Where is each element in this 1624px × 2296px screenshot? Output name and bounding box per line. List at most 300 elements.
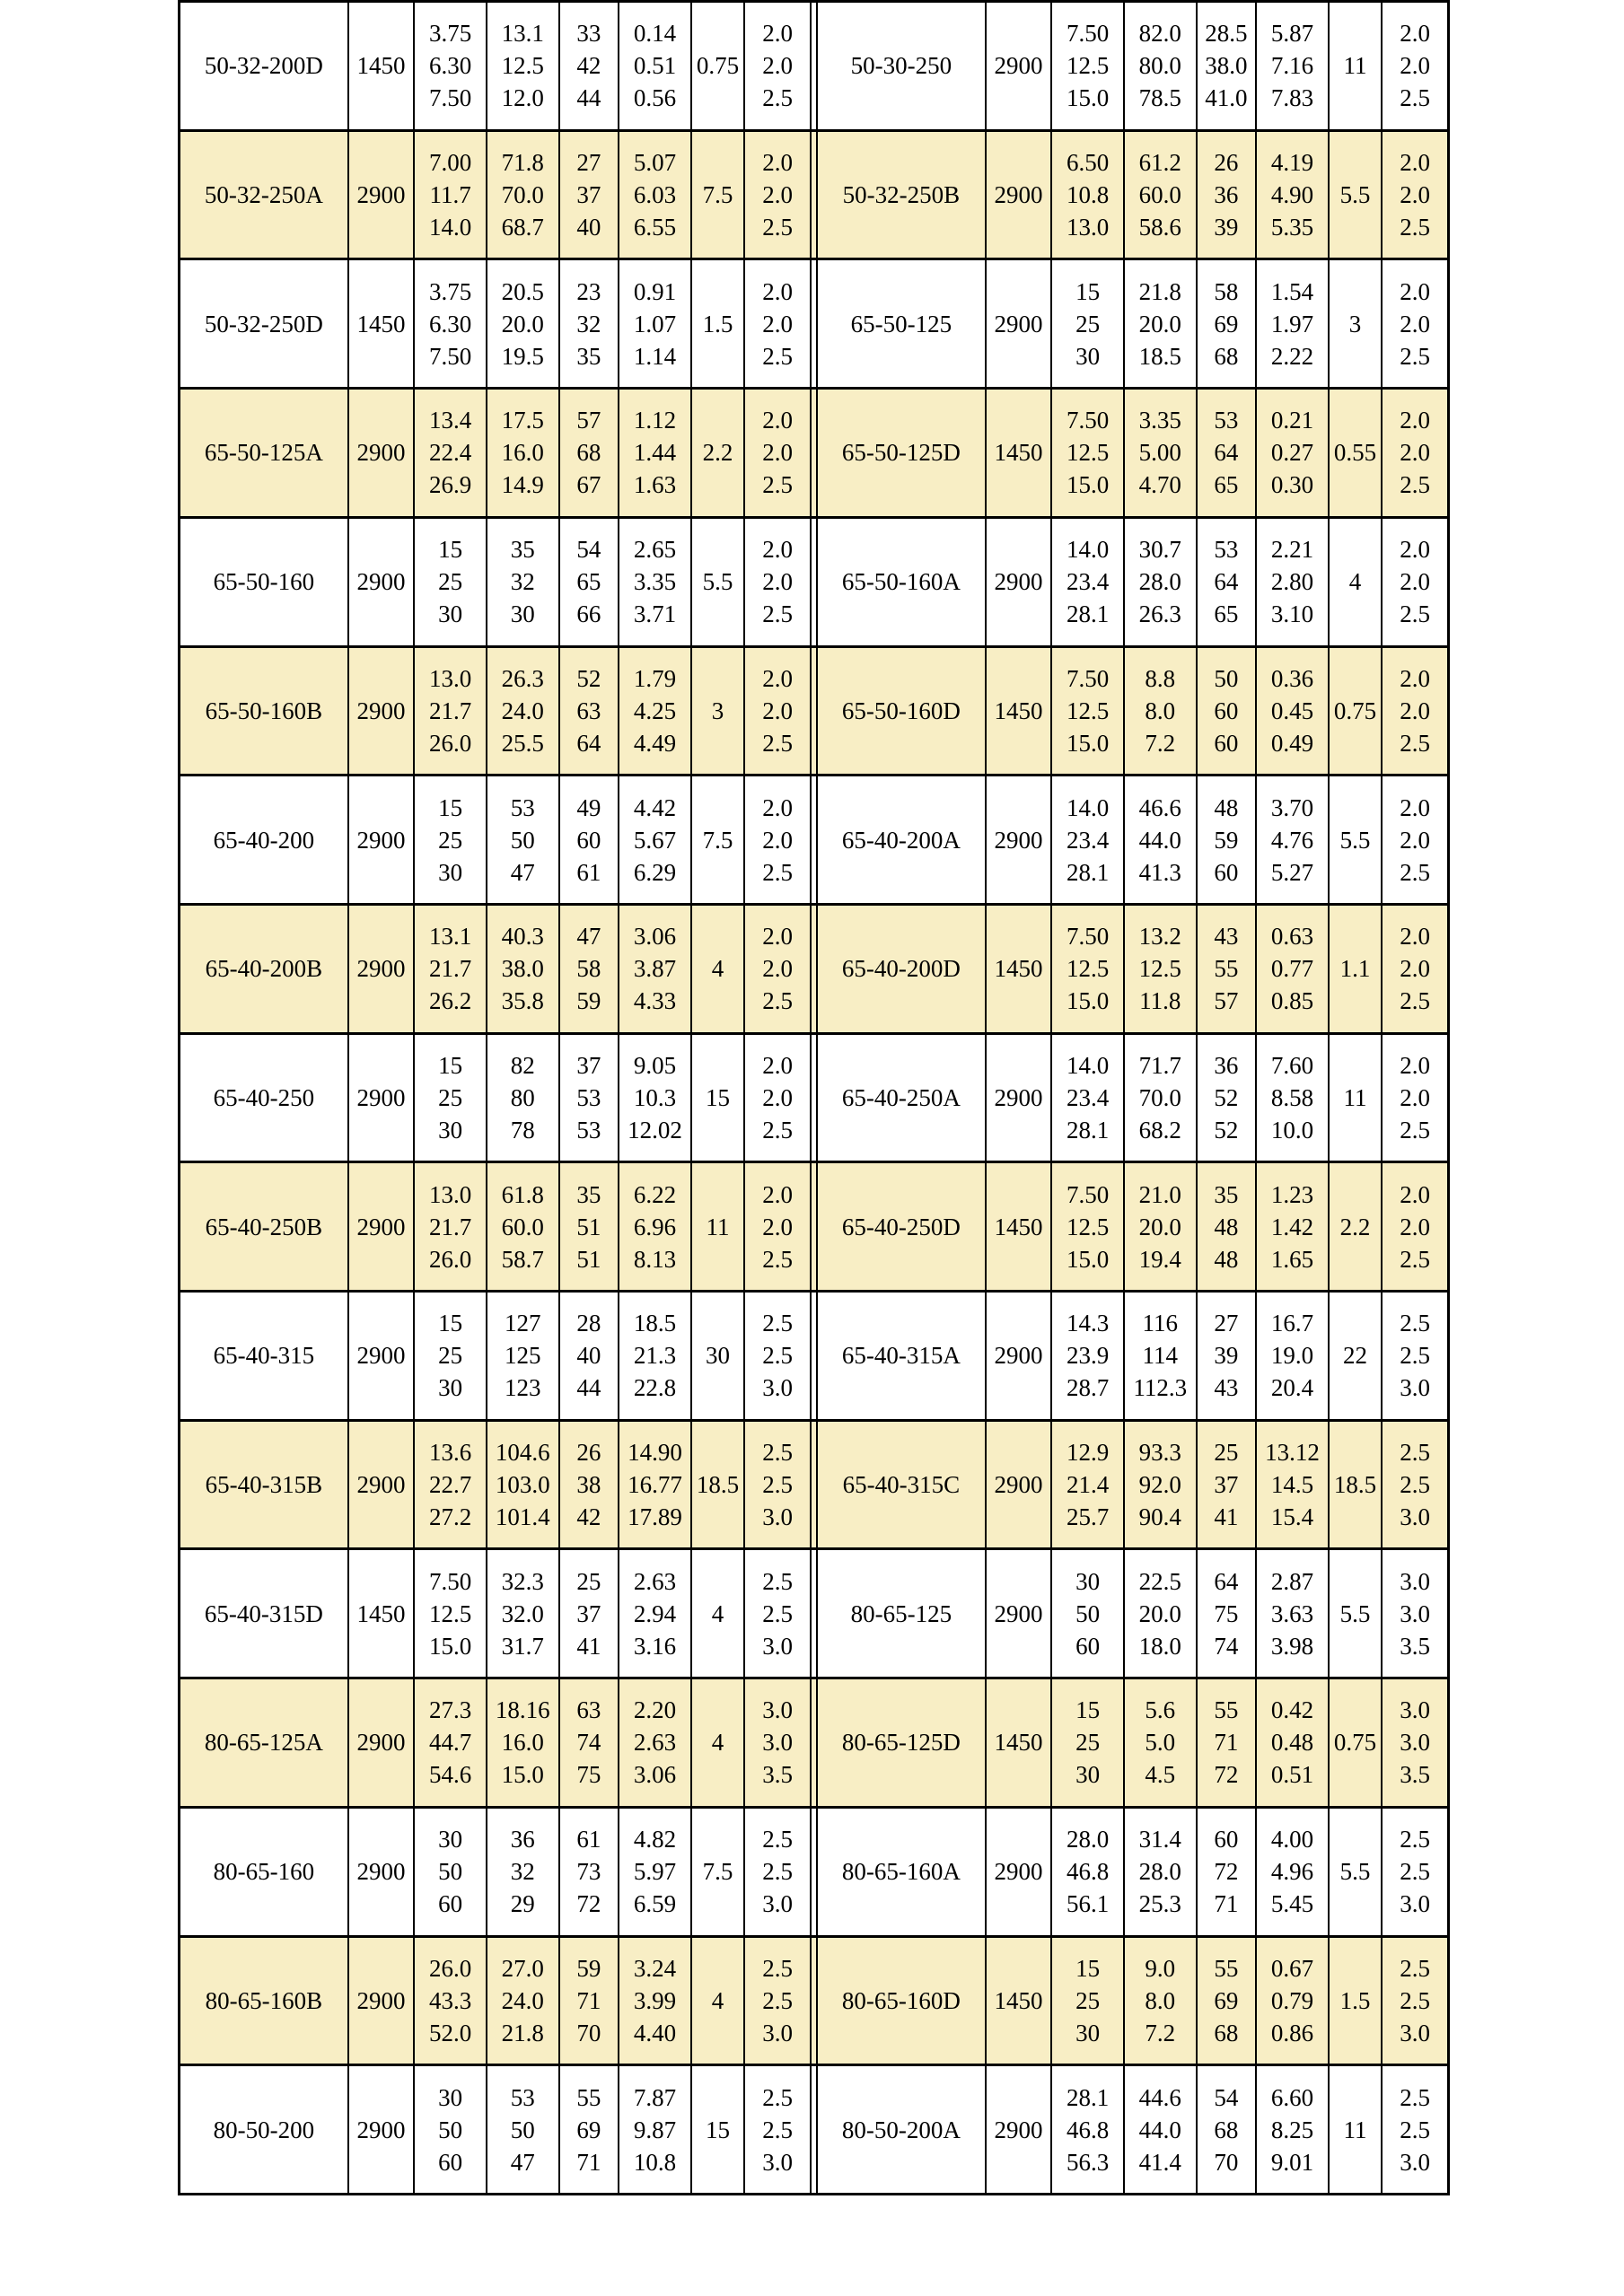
- model-cell-value: 65-40-200D: [841, 955, 961, 983]
- shaft-power-values-cell-value: 3.63: [1270, 1599, 1314, 1627]
- speed-cell: [347, 390, 414, 516]
- head-values-cell-value: 17.5: [501, 407, 544, 434]
- speed-cell: [347, 1679, 414, 1806]
- model-cell: [180, 390, 347, 516]
- shaft-power-values-cell-value: 6.29: [633, 858, 677, 886]
- shaft-power-values-cell-value: 9.01: [1270, 2148, 1314, 2176]
- model-cell: [818, 1422, 985, 1548]
- head-values-cell-value: 36: [510, 1826, 535, 1853]
- motor-power-cell: [1328, 2066, 1382, 2193]
- motor-power-cell-value: 3: [1348, 310, 1362, 337]
- shaft-power-values-cell-value: 0.14: [633, 20, 677, 48]
- efficiency-values-cell: [558, 1809, 619, 1935]
- head-values-cell: [1123, 3, 1196, 129]
- head-values-cell-value: 47: [510, 2148, 535, 2176]
- flow-values-cell: [1050, 776, 1123, 903]
- model-cell: [818, 260, 985, 387]
- head-values-cell-value: 31.4: [1138, 1826, 1181, 1853]
- flow-values-cell: [1050, 1293, 1123, 1419]
- head-values-cell-value: 16.0: [501, 1729, 544, 1757]
- model-cell-value: 65-50-125D: [841, 439, 961, 467]
- model-cell-value: 50-32-200D: [204, 52, 323, 80]
- flow-values-cell-value: 30: [438, 858, 463, 886]
- efficiency-values-cell-value: 26: [576, 1439, 601, 1467]
- grade-values-cell: [1381, 390, 1447, 516]
- left-half: [180, 519, 810, 645]
- grade-values-cell-value: 2.0: [1400, 407, 1431, 434]
- table-row: [180, 1032, 1447, 1161]
- efficiency-values-cell: [1196, 3, 1256, 129]
- efficiency-values-cell-value: 57: [576, 407, 601, 434]
- efficiency-values-cell-value: 71: [1214, 1890, 1239, 1918]
- head-values-cell-value: 13.2: [1138, 923, 1181, 951]
- flow-values-cell-value: 15: [438, 793, 463, 821]
- flow-values-cell: [413, 132, 486, 259]
- speed-cell: [347, 1550, 414, 1677]
- left-half: [180, 1035, 810, 1161]
- motor-power-cell: [690, 1035, 744, 1161]
- efficiency-values-cell: [558, 390, 619, 516]
- motor-power-cell-value: 4: [711, 955, 724, 983]
- head-values-cell-value: 20.0: [1138, 310, 1181, 337]
- head-values-cell: [1123, 1550, 1196, 1677]
- model-cell: [180, 1035, 347, 1161]
- shaft-power-values-cell-value: 7.60: [1270, 1051, 1314, 1079]
- shaft-power-values-cell: [618, 906, 690, 1032]
- grade-values-cell-value: 2.5: [1400, 729, 1431, 757]
- shaft-power-values-cell-value: 2.22: [1270, 342, 1314, 370]
- table-row: [180, 903, 1447, 1032]
- efficiency-values-cell-value: 60: [1214, 1826, 1239, 1853]
- shaft-power-values-cell-value: 6.03: [633, 181, 677, 209]
- right-half: [818, 1938, 1447, 2064]
- head-values-cell: [1123, 2066, 1196, 2193]
- head-values-cell-value: 71.7: [1138, 1051, 1181, 1079]
- head-values-cell-value: 8.8: [1145, 664, 1176, 692]
- flow-values-cell-value: 30: [438, 1116, 463, 1144]
- grade-values-cell-value: 2.0: [1400, 439, 1431, 467]
- efficiency-values-cell: [558, 3, 619, 129]
- model-cell: [818, 1809, 985, 1935]
- head-values-cell-value: 114: [1142, 1342, 1178, 1370]
- efficiency-values-cell-value: 40: [576, 214, 601, 241]
- speed-cell: [347, 132, 414, 259]
- flow-values-cell-value: 30: [1075, 1761, 1101, 1789]
- grade-values-cell: [1381, 3, 1447, 129]
- speed-cell-value: 2900: [994, 2116, 1043, 2143]
- head-values-cell-value: 70.0: [1138, 1083, 1181, 1111]
- efficiency-values-cell-value: 71: [576, 2148, 601, 2176]
- grade-values-cell-value: 3.0: [1400, 1890, 1431, 1918]
- model-cell: [818, 776, 985, 903]
- shaft-power-values-cell: [618, 1938, 690, 2064]
- efficiency-values-cell: [1196, 1550, 1256, 1677]
- model-cell: [818, 906, 985, 1032]
- motor-power-cell: [690, 906, 744, 1032]
- efficiency-values-cell: [558, 519, 619, 645]
- head-values-cell-value: 31.7: [501, 1632, 544, 1660]
- shaft-power-values-cell-value: 1.07: [633, 310, 677, 337]
- model-cell-value: 80-65-125: [850, 1599, 952, 1627]
- head-values-cell-value: 12.5: [501, 52, 544, 80]
- model-cell-value: 65-40-250B: [205, 1213, 323, 1240]
- head-values-cell-value: 82: [510, 1051, 535, 1079]
- grade-values-cell-value: 2.5: [762, 1116, 794, 1144]
- grade-values-cell: [1381, 1679, 1447, 1806]
- motor-power-cell: [690, 1163, 744, 1290]
- efficiency-values-cell-value: 69: [1214, 1986, 1239, 2014]
- right-half: [818, 648, 1447, 775]
- right-half: [818, 1550, 1447, 1677]
- efficiency-values-cell: [1196, 1938, 1256, 2064]
- model-cell: [818, 1163, 985, 1290]
- head-values-cell-value: 103.0: [495, 1471, 550, 1499]
- shaft-power-values-cell-value: 8.25: [1270, 2116, 1314, 2143]
- flow-values-cell-value: 28.1: [1067, 1116, 1110, 1144]
- head-values-cell: [1123, 1035, 1196, 1161]
- left-half: [180, 1422, 810, 1548]
- head-values-cell: [486, 1293, 558, 1419]
- grade-values-cell: [1381, 519, 1447, 645]
- left-half: [180, 1938, 810, 2064]
- shaft-power-values-cell-value: 6.22: [633, 1180, 677, 1208]
- grade-values-cell-value: 2.5: [1400, 1954, 1431, 1982]
- efficiency-values-cell-value: 36: [1214, 181, 1239, 209]
- speed-cell-value: 2900: [994, 181, 1043, 209]
- motor-power-cell: [690, 1938, 744, 2064]
- grade-values-cell-value: 2.5: [1400, 2116, 1431, 2143]
- flow-values-cell-value: 23.4: [1067, 826, 1110, 854]
- head-values-cell-value: 44.0: [1138, 2116, 1181, 2143]
- flow-values-cell-value: 30: [1075, 1567, 1101, 1595]
- flow-values-cell-value: 15: [438, 536, 463, 564]
- flow-values-cell: [1050, 1679, 1123, 1806]
- grade-values-cell-value: 2.0: [762, 568, 794, 596]
- grade-values-cell-value: 2.5: [762, 1310, 794, 1337]
- grade-values-cell: [1381, 1422, 1447, 1548]
- efficiency-values-cell-value: 60: [1214, 697, 1239, 724]
- model-cell-value: 50-32-250B: [842, 181, 961, 209]
- shaft-power-values-cell-value: 7.16: [1270, 52, 1314, 80]
- shaft-power-values-cell-value: 7.83: [1270, 84, 1314, 112]
- head-values-cell-value: 18.0: [1138, 1632, 1181, 1660]
- model-cell-value: 65-50-160B: [205, 697, 323, 724]
- right-half: [818, 1809, 1447, 1935]
- grade-values-cell-value: 3.0: [762, 2019, 794, 2046]
- head-values-cell-value: 90.4: [1138, 1503, 1181, 1531]
- head-values-cell-value: 18.16: [495, 1696, 550, 1724]
- head-values-cell-value: 30.7: [1138, 536, 1181, 564]
- efficiency-values-cell: [558, 1163, 619, 1290]
- model-cell: [180, 776, 347, 903]
- grade-values-cell-value: 2.5: [762, 1567, 794, 1595]
- grade-values-cell-value: 2.0: [762, 1213, 794, 1240]
- grade-values-cell-value: 3.0: [762, 1729, 794, 1757]
- flow-values-cell-value: 12.5: [1067, 697, 1110, 724]
- grade-values-cell: [1381, 2066, 1447, 2193]
- flow-values-cell: [413, 260, 486, 387]
- efficiency-values-cell-value: 25: [1214, 1439, 1239, 1467]
- flow-values-cell: [413, 906, 486, 1032]
- model-cell-value: 65-50-160D: [841, 697, 961, 724]
- speed-cell-value: 2900: [994, 1858, 1043, 1886]
- model-cell: [180, 1550, 347, 1677]
- shaft-power-values-cell: [618, 3, 690, 129]
- shaft-power-values-cell-value: 2.94: [633, 1599, 677, 1627]
- speed-cell-value: 2900: [994, 310, 1043, 337]
- left-half: [180, 260, 810, 387]
- shaft-power-values-cell-value: 21.3: [633, 1342, 677, 1370]
- flow-values-cell-value: 7.50: [1067, 407, 1110, 434]
- flow-values-cell-value: 46.8: [1067, 2116, 1110, 2143]
- head-values-cell-value: 3.35: [1138, 407, 1181, 434]
- shaft-power-values-cell-value: 3.06: [633, 923, 677, 951]
- model-cell: [180, 1679, 347, 1806]
- speed-cell-value: 2900: [356, 1342, 406, 1370]
- grade-values-cell-value: 2.5: [762, 1986, 794, 2014]
- flow-values-cell-value: 30: [1075, 2019, 1101, 2046]
- motor-power-cell: [1328, 1809, 1382, 1935]
- efficiency-values-cell-value: 44: [576, 1374, 601, 1402]
- flow-values-cell-value: 7.50: [1067, 20, 1110, 48]
- flow-values-cell-value: 15.0: [1067, 84, 1110, 112]
- head-values-cell: [1123, 906, 1196, 1032]
- model-cell-value: 65-40-315D: [204, 1599, 323, 1627]
- shaft-power-values-cell-value: 0.42: [1270, 1696, 1314, 1724]
- table-middle-divider: [810, 1679, 818, 1806]
- flow-values-cell-value: 13.0: [429, 1180, 472, 1208]
- efficiency-values-cell-value: 65: [1214, 600, 1239, 628]
- motor-power-cell-value: 7.5: [702, 181, 733, 209]
- efficiency-values-cell-value: 55: [576, 2083, 601, 2111]
- flow-values-cell-value: 25: [1075, 1986, 1101, 2014]
- flow-values-cell-value: 15.0: [1067, 987, 1110, 1015]
- efficiency-values-cell-value: 63: [576, 697, 601, 724]
- grade-values-cell-value: 2.0: [762, 407, 794, 434]
- efficiency-values-cell-value: 27: [1214, 1310, 1239, 1337]
- flow-values-cell-value: 7.00: [429, 149, 472, 177]
- model-cell: [818, 1035, 985, 1161]
- head-values-cell-value: 32.0: [501, 1599, 544, 1627]
- flow-values-cell: [413, 1809, 486, 1935]
- efficiency-values-cell-value: 32: [576, 310, 601, 337]
- flow-values-cell: [413, 2066, 486, 2193]
- grade-values-cell-value: 2.0: [1400, 1213, 1431, 1240]
- flow-values-cell: [413, 390, 486, 516]
- head-values-cell-value: 80.0: [1138, 52, 1181, 80]
- speed-cell-value: 1450: [994, 1213, 1043, 1240]
- grade-values-cell: [743, 519, 810, 645]
- speed-cell-value: 2900: [356, 826, 406, 854]
- grade-values-cell-value: 2.5: [1400, 858, 1431, 886]
- efficiency-values-cell-value: 68: [576, 439, 601, 467]
- efficiency-values-cell-value: 52: [1214, 1083, 1239, 1111]
- shaft-power-values-cell-value: 9.05: [633, 1051, 677, 1079]
- efficiency-values-cell-value: 69: [576, 2116, 601, 2143]
- shaft-power-values-cell-value: 3.35: [633, 568, 677, 596]
- grade-values-cell: [743, 260, 810, 387]
- grade-values-cell-value: 2.0: [1400, 277, 1431, 305]
- model-cell: [180, 1938, 347, 2064]
- flow-values-cell-value: 52.0: [429, 2019, 472, 2046]
- grade-values-cell-value: 2.0: [762, 793, 794, 821]
- motor-power-cell-value: 30: [706, 1342, 731, 1370]
- efficiency-values-cell-value: 27: [576, 149, 601, 177]
- motor-power-cell-value: 2.2: [1339, 1213, 1371, 1240]
- shaft-power-values-cell-value: 2.20: [633, 1696, 677, 1724]
- motor-power-cell-value: 4: [711, 1599, 724, 1627]
- flow-values-cell-value: 26.2: [429, 987, 472, 1015]
- speed-cell: [347, 776, 414, 903]
- table-middle-divider: [810, 519, 818, 645]
- efficiency-values-cell-value: 48: [1214, 1245, 1239, 1273]
- grade-values-cell-value: 3.5: [762, 1761, 794, 1789]
- flow-values-cell: [1050, 2066, 1123, 2193]
- flow-values-cell-value: 6.30: [429, 310, 472, 337]
- efficiency-values-cell-value: 48: [1214, 1213, 1239, 1240]
- grade-values-cell-value: 2.0: [762, 439, 794, 467]
- shaft-power-values-cell-value: 5.87: [1270, 20, 1314, 48]
- speed-cell: [985, 519, 1051, 645]
- grade-values-cell-value: 2.0: [1400, 52, 1431, 80]
- motor-power-cell-value: 0.75: [1333, 1729, 1377, 1757]
- head-values-cell-value: 60.0: [501, 1213, 544, 1240]
- flow-values-cell-value: 30: [438, 2083, 463, 2111]
- efficiency-values-cell-value: 41.0: [1205, 84, 1248, 112]
- shaft-power-values-cell-value: 2.63: [633, 1567, 677, 1595]
- model-cell-value: 65-40-200A: [841, 826, 961, 854]
- grade-values-cell-value: 2.5: [1400, 600, 1431, 628]
- shaft-power-values-cell-value: 1.12: [633, 407, 677, 434]
- shaft-power-values-cell: [1255, 3, 1328, 129]
- flow-values-cell-value: 25: [438, 1083, 463, 1111]
- model-cell-value: 50-30-250: [850, 52, 952, 80]
- table-middle-divider: [810, 1809, 818, 1935]
- shaft-power-values-cell: [618, 2066, 690, 2193]
- grade-values-cell-value: 3.0: [1400, 2019, 1431, 2046]
- motor-power-cell: [1328, 519, 1382, 645]
- motor-power-cell: [1328, 3, 1382, 129]
- flow-values-cell-value: 50: [1075, 1599, 1101, 1627]
- motor-power-cell: [690, 260, 744, 387]
- motor-power-cell: [1328, 132, 1382, 259]
- shaft-power-values-cell-value: 0.21: [1270, 407, 1314, 434]
- grade-values-cell: [1381, 132, 1447, 259]
- efficiency-values-cell-value: 67: [576, 471, 601, 499]
- motor-power-cell-value: 22: [1343, 1342, 1368, 1370]
- shaft-power-values-cell-value: 0.48: [1270, 1729, 1314, 1757]
- left-half: [180, 3, 810, 129]
- motor-power-cell: [1328, 260, 1382, 387]
- grade-values-cell-value: 3.0: [1400, 2148, 1431, 2176]
- flow-values-cell-value: 13.0: [1067, 214, 1110, 241]
- flow-values-cell-value: 28.1: [1067, 858, 1110, 886]
- head-values-cell-value: 68.7: [501, 214, 544, 241]
- flow-values-cell-value: 15: [1075, 1954, 1101, 1982]
- flow-values-cell: [413, 776, 486, 903]
- model-cell: [180, 1422, 347, 1548]
- efficiency-values-cell: [1196, 2066, 1256, 2193]
- flow-values-cell-value: 21.7: [429, 955, 472, 983]
- grade-values-cell-value: 2.0: [1400, 536, 1431, 564]
- efficiency-values-cell-value: 64: [1214, 439, 1239, 467]
- head-values-cell-value: 5.0: [1145, 1729, 1176, 1757]
- flow-values-cell-value: 23.9: [1067, 1342, 1110, 1370]
- motor-power-cell: [690, 519, 744, 645]
- grade-values-cell-value: 2.5: [1400, 1826, 1431, 1853]
- flow-values-cell-value: 7.50: [1067, 664, 1110, 692]
- grade-values-cell-value: 2.0: [762, 955, 794, 983]
- flow-values-cell-value: 46.8: [1067, 1858, 1110, 1886]
- shaft-power-values-cell: [1255, 132, 1328, 259]
- flow-values-cell-value: 21.7: [429, 1213, 472, 1240]
- efficiency-values-cell-value: 64: [576, 729, 601, 757]
- right-half: [818, 1163, 1447, 1290]
- head-values-cell-value: 5.00: [1138, 439, 1181, 467]
- grade-values-cell: [743, 1293, 810, 1419]
- model-cell-value: 65-40-250D: [841, 1213, 961, 1240]
- efficiency-values-cell-value: 41: [1214, 1503, 1239, 1531]
- head-values-cell: [486, 1035, 558, 1161]
- grade-values-cell-value: 2.0: [1400, 568, 1431, 596]
- efficiency-values-cell-value: 70: [1214, 2148, 1239, 2176]
- flow-values-cell: [413, 648, 486, 775]
- motor-power-cell: [690, 1293, 744, 1419]
- head-values-cell-value: 47: [510, 858, 535, 886]
- flow-values-cell: [1050, 1422, 1123, 1548]
- shaft-power-values-cell-value: 2.80: [1270, 568, 1314, 596]
- head-values-cell: [486, 260, 558, 387]
- shaft-power-values-cell-value: 8.13: [633, 1245, 677, 1273]
- right-half: [818, 1422, 1447, 1548]
- head-values-cell-value: 60.0: [1138, 181, 1181, 209]
- grade-values-cell-value: 2.5: [762, 987, 794, 1015]
- head-values-cell-value: 127: [505, 1310, 541, 1337]
- grade-values-cell-value: 3.0: [762, 1696, 794, 1724]
- shaft-power-values-cell-value: 0.91: [633, 277, 677, 305]
- motor-power-cell-value: 18.5: [1333, 1471, 1377, 1499]
- grade-values-cell: [743, 1422, 810, 1548]
- head-values-cell-value: 22.5: [1138, 1567, 1181, 1595]
- shaft-power-values-cell-value: 2.63: [633, 1729, 677, 1757]
- efficiency-values-cell-value: 72: [576, 1890, 601, 1918]
- model-cell: [180, 2066, 347, 2193]
- shaft-power-values-cell-value: 10.3: [633, 1083, 677, 1111]
- speed-cell: [985, 1809, 1051, 1935]
- shaft-power-values-cell-value: 4.42: [633, 793, 677, 821]
- flow-values-cell: [1050, 1550, 1123, 1677]
- head-values-cell-value: 24.0: [501, 697, 544, 724]
- motor-power-cell: [1328, 1550, 1382, 1677]
- flow-values-cell: [413, 1550, 486, 1677]
- grade-values-cell-value: 2.0: [1400, 826, 1431, 854]
- model-cell-value: 80-65-160B: [205, 1986, 323, 2014]
- head-values-cell-value: 18.5: [1138, 342, 1181, 370]
- shaft-power-values-cell-value: 8.58: [1270, 1083, 1314, 1111]
- flow-values-cell-value: 7.50: [429, 1567, 472, 1595]
- efficiency-values-cell: [558, 132, 619, 259]
- efficiency-values-cell-value: 71: [1214, 1729, 1239, 1757]
- shaft-power-values-cell-value: 5.97: [633, 1858, 677, 1886]
- shaft-power-values-cell: [618, 1035, 690, 1161]
- flow-values-cell-value: 14.3: [1067, 1310, 1110, 1337]
- speed-cell: [985, 390, 1051, 516]
- table-row: [180, 3, 1447, 129]
- grade-values-cell-value: 2.5: [1400, 471, 1431, 499]
- efficiency-values-cell-value: 42: [576, 1503, 601, 1531]
- right-half: [818, 776, 1447, 903]
- grade-values-cell-value: 3.0: [1400, 1696, 1431, 1724]
